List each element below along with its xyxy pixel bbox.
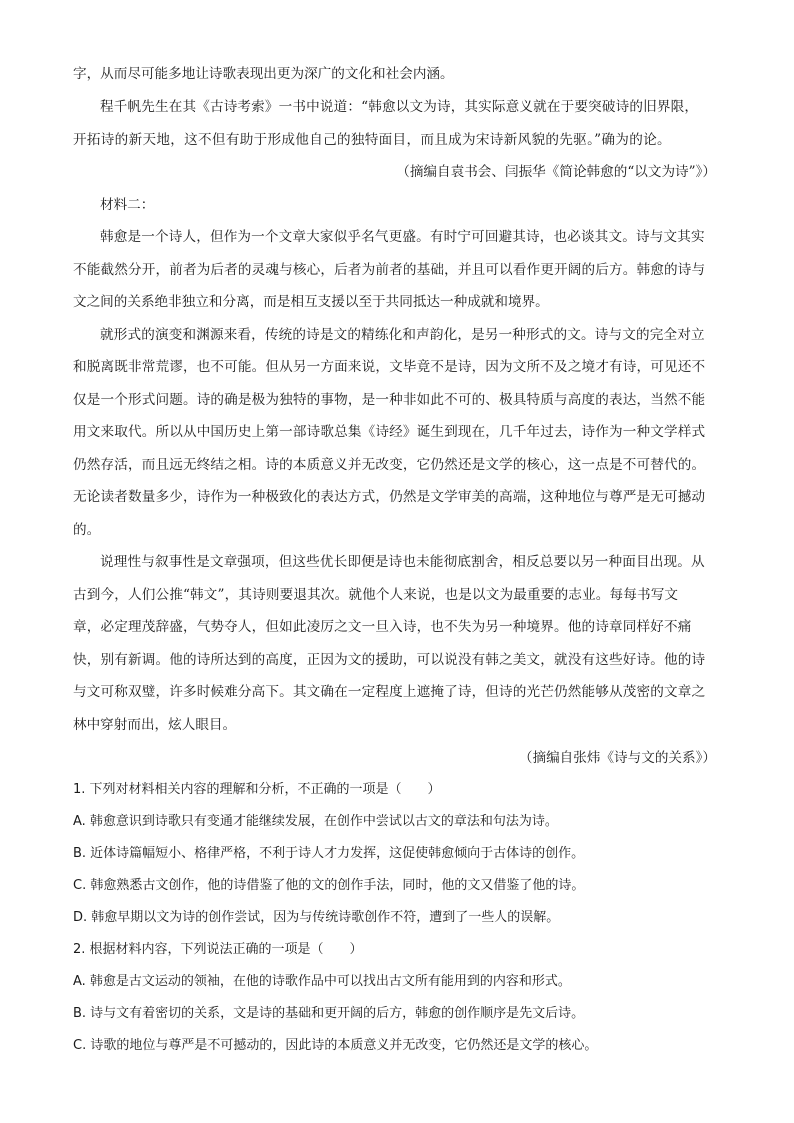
material2-line: 无论读者数量多少，诗作为一种极致化的表达方式，仍然是文学审美的高端，这种地位与尊严是无可撼动 xyxy=(73,489,706,505)
material2-line: 章，必定理茂辞盛，气势夺人，但如此凌厉之文一旦入诗，也不失为另一种境界。他的诗章同样好不痛 xyxy=(73,619,692,635)
question2-stem: 2. 根据材料内容，下列说法正确的一项是（ ） xyxy=(73,942,363,957)
material2-line: 古到今，人们公推“韩文”，其诗则要退其次。就他个人来说，也是以文为最重要的志业。每每书写文 xyxy=(73,587,679,603)
material2-heading: 材料二： xyxy=(100,197,155,213)
question1-option-c: C. 韩愈熟悉古文创作，他的诗借鉴了他的文的创作手法，同时，他的文又借鉴了他的诗。 xyxy=(73,878,585,893)
material2-line: 韩愈是一个诗人，但作为一个文章大家似乎名气更盛。有时宁可回避其诗，也必谈其文。诗与文其实 xyxy=(100,229,705,245)
question2-option-b: B. 诗与文有着密切的关系，文是诗的基础和更开阔的后方，韩愈的创作顺序是先文后诗。 xyxy=(73,1006,585,1021)
question2-option-c: C. 诗歌的地位与尊严是不可撼动的，因此诗的本质意义并无改变，它仍然还是文学的核心。 xyxy=(73,1038,598,1053)
question1-option-d: D. 韩愈早期以文为诗的创作尝试，因为与传统诗歌创作不符，遭到了一些人的误解。 xyxy=(73,910,560,925)
material2-line: 不能截然分开，前者为后者的灵魂与核心，后者为前者的基础，并且可以看作更开阔的后方。韩愈的诗与 xyxy=(73,262,706,278)
question1-option-a: A. 韩愈意识到诗歌只有变通才能继续发展，在创作中尝试以古文的章法和句法为诗。 xyxy=(73,814,558,829)
material2-line: 林中穿射而出，炫人眼目。 xyxy=(73,717,237,733)
material1-source: （摘编自袁书会、闫振华《简论韩愈的“以文为诗”》） xyxy=(396,164,716,180)
material2-line: 与文可称双璧，许多时候难分高下。其文确在一定程度上遮掩了诗，但诗的光芒仍然能够从茂密的文章之 xyxy=(73,684,706,700)
material2-line: 仍然存活，而且远无终结之相。诗的本质意义并无改变，它仍然还是文学的核心，这一点是不可替代的。 xyxy=(73,457,706,473)
question1-option-b: B. 近体诗篇幅短小、格律严格，不利于诗人才力发挥，这促使韩愈倾向于古体诗的创作。 xyxy=(73,846,585,861)
material2-line: 文之间的关系绝非独立和分离，而是相互支援以至于共同抵达一种成就和境界。 xyxy=(73,294,549,310)
material2-line: 就形式的演变和渊源来看，传统的诗是文的精练化和声韵化，是另一种形式的文。诗与文的完全对立 xyxy=(100,327,705,343)
material1-line-2: 程千帆先生在其《古诗考索》一书中说道：“韩愈以文为诗，其实际意义就在于要突破诗的旧界限， xyxy=(100,99,699,115)
material2-line: 快，别有新调。他的诗所达到的高度，正因为文的援助，可以说没有韩之美文，就没有这些好诗。他的诗 xyxy=(73,652,706,668)
question2-option-a: A. 韩愈是古文运动的领袖，在他的诗歌作品中可以找出古文所有能用到的内容和形式。 xyxy=(73,974,571,989)
question1-stem: 1. 下列对材料相关内容的理解和分析，不正确的一项是（ ） xyxy=(73,782,441,797)
material2-line: 和脱离既非常荒谬，也不可能。但从另一方面来说，文毕竟不是诗，因为文所不及之境才有诗，可见还不 xyxy=(73,359,706,375)
material1-line-1: 字，从而尽可能多地让诗歌表现出更为深广的文化和社会内涵。 xyxy=(73,66,454,82)
material2-line: 说理性与叙事性是文章强项，但这些优长即便是诗也未能彻底割舍，相反总要以另一种面目出现。从 xyxy=(100,554,705,570)
material2-line: 用文来取代。所以从中国历史上第一部诗歌总集《诗经》诞生到现在，几千年过去，诗作为一种文学样式 xyxy=(73,424,706,440)
material1-line-3: 开拓诗的新天地，这不但有助于形成他自己的独特面目，而且成为宋诗新风貌的先驱。”确为的论。 xyxy=(73,132,671,148)
material2-source: （摘编自张炜《诗与文的关系》） xyxy=(518,750,716,766)
material2-line: 的。 xyxy=(73,522,101,538)
material2-line: 仅是一个形式问题。诗的确是极为独特的事物，是一种非如此不可的、极具特质与高度的表达，当然不能 xyxy=(73,392,706,408)
